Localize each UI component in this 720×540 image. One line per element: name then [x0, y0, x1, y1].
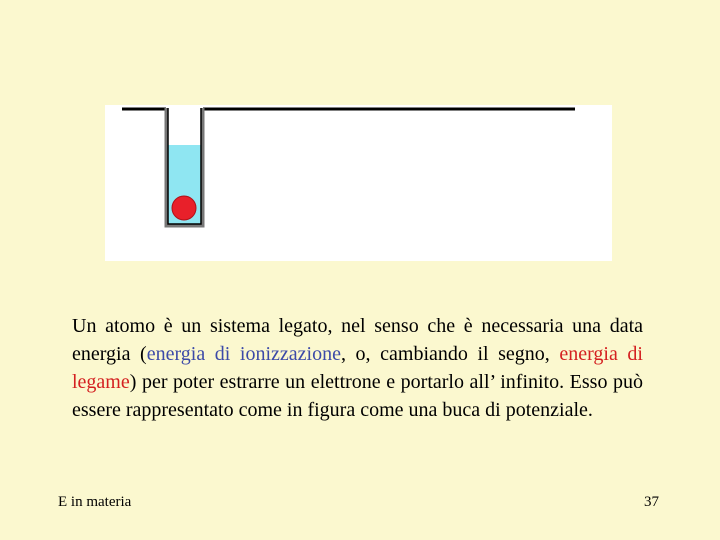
paragraph-part-2: , o, cambiando il segno, [340, 343, 560, 365]
electron-ball [172, 196, 196, 220]
paragraph-part-1: Un atomo è un sistema legato, nel senso che è necessaria una data energia ( [72, 315, 643, 365]
potential-well-figure [105, 105, 612, 261]
paragraph-part-3: ) per poter estrarre un elettrone e portarlo all’ infinito. Esso può essere rappresentato come in figura come una buca di potenziale. [72, 371, 643, 421]
footer-title: E in materia [58, 494, 132, 510]
page-number: 37 [644, 494, 659, 510]
binding-energy-term: energia di legame [72, 343, 643, 393]
description-paragraph [72, 312, 643, 424]
ionization-energy-term: energia di ionizzazione [146, 343, 341, 365]
potential-well-diagram [105, 105, 612, 261]
